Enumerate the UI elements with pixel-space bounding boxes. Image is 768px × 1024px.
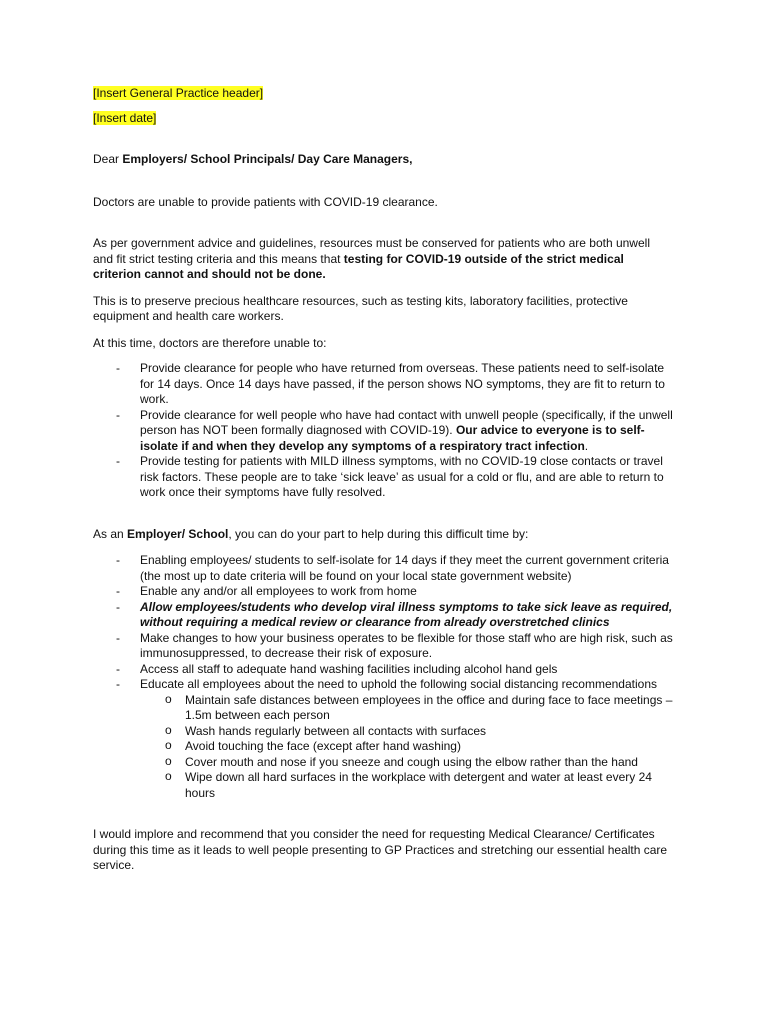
advice-text: As per government advice and guidelines, resources must be conserved for patients who are both unwell and fit strict testing criteria and this means that <box>93 236 650 266</box>
list-item-text: Enabling employees/ students to self-isolate for 14 days if they meet the current government criteria (the most up to date criteria will be found on your local state government website) <box>140 553 669 583</box>
salutation-recipients: Employers/ School Principals/ Day Care Managers, <box>122 152 413 166</box>
list-item <box>93 600 673 631</box>
sub-list-item: o Wipe down all hard surfaces in the workplace with detergent and water at least every 24 hours <box>140 770 673 801</box>
sub-list-item: o Cover mouth and nose if you sneeze and cough using the elbow rather than the hand <box>140 755 673 771</box>
employer-intro-suffix: , you can do your part to help during this difficult time by: <box>228 526 529 541</box>
list-item <box>93 662 673 678</box>
list-item <box>93 361 673 408</box>
intro-paragraph: Doctors are unable to provide patients with COVID-19 clearance. <box>93 194 438 209</box>
list-item-text: Make changes to how your business operates to be flexible for those staff who are high risk, such as immunosuppressed, to decrease their risk of exposure. <box>140 630 673 660</box>
salutation-prefix: Dear <box>93 152 123 166</box>
list-item-emphasis: Allow employees/students who develop viral illness symptoms to take sick leave as required, without requiring a medical review or clearance from already overstretched clinics <box>140 599 673 629</box>
list-item-text: Access all staff to adequate hand washing facilities including alcohol hand gels <box>140 661 558 676</box>
list-item <box>93 553 673 584</box>
list-item <box>93 408 673 455</box>
salutation <box>93 152 673 168</box>
distancing-list <box>140 693 673 802</box>
list-item-text: Provide clearance for well people who have had contact with unwell people (specifically, if the unwell person has NOT been formally diagnosed with COVID-19). <box>140 407 673 437</box>
practice-header-placeholder <box>93 86 673 102</box>
letter-page <box>93 86 673 874</box>
resources-paragraph: This is to preserve precious healthcare resources, such as testing kits, laboratory facilities, protective equipment and health care workers. <box>93 293 628 323</box>
list-item-text: Educate all employees about the need to uphold the following social distancing recommendations <box>140 677 657 691</box>
list-item-text: Provide testing for patients with MILD illness symptoms, with no COVID-19 close contacts or travel risk factors. These people are to take ‘sick leave’ as usual for a cold or flu, and are able to return to work once their symptoms have fully resolved. <box>140 454 664 499</box>
unable-list <box>93 361 673 501</box>
employer-list <box>93 553 673 801</box>
unable-intro: At this time, doctors are therefore unable to: <box>93 335 327 350</box>
date-text: [Insert date] <box>93 110 157 125</box>
advice-bold-text: testing for COVID-19 outside of the strict medical criterion cannot and should not be done. <box>93 251 624 281</box>
employer-intro-prefix: As an <box>93 526 128 541</box>
list-item <box>93 631 673 662</box>
list-item <box>93 584 673 600</box>
list-item <box>93 677 673 801</box>
list-item-bold: Our advice to everyone is to self-isolate if and when they develop any symptoms of a respiratory tract infection <box>140 423 645 453</box>
list-item <box>93 454 673 501</box>
list-item-text: Provide clearance for people who have returned from overseas. These patients need to self-isolate for 14 days. Once 14 days have passed, if the person shows NO symptoms, they are fit to return to work. <box>140 361 665 406</box>
date-placeholder <box>93 111 673 127</box>
employer-intro-bold: Employer/ School <box>127 526 229 541</box>
sub-list-item: o Wash hands regularly between all contacts with surfaces <box>140 724 673 740</box>
list-item-text: Enable any and/or all employees to work from home <box>140 584 417 598</box>
closing-paragraph: I would implore and recommend that you consider the need for requesting Medical Clearance/ Certificates during this time as it leads to well people presenting to GP Practices and stretching our essential health care service. <box>93 827 668 872</box>
employer-intro <box>93 527 673 543</box>
sub-list-item: o Maintain safe distances between employees in the office and during face to face meetings – 1.5m between each person <box>140 693 673 724</box>
advice-paragraph <box>93 236 673 283</box>
practice-header-text: [Insert General Practice header] <box>93 86 264 100</box>
sub-list-item: o Avoid touching the face (except after hand washing) <box>140 739 673 755</box>
list-item-after: . <box>584 438 589 453</box>
